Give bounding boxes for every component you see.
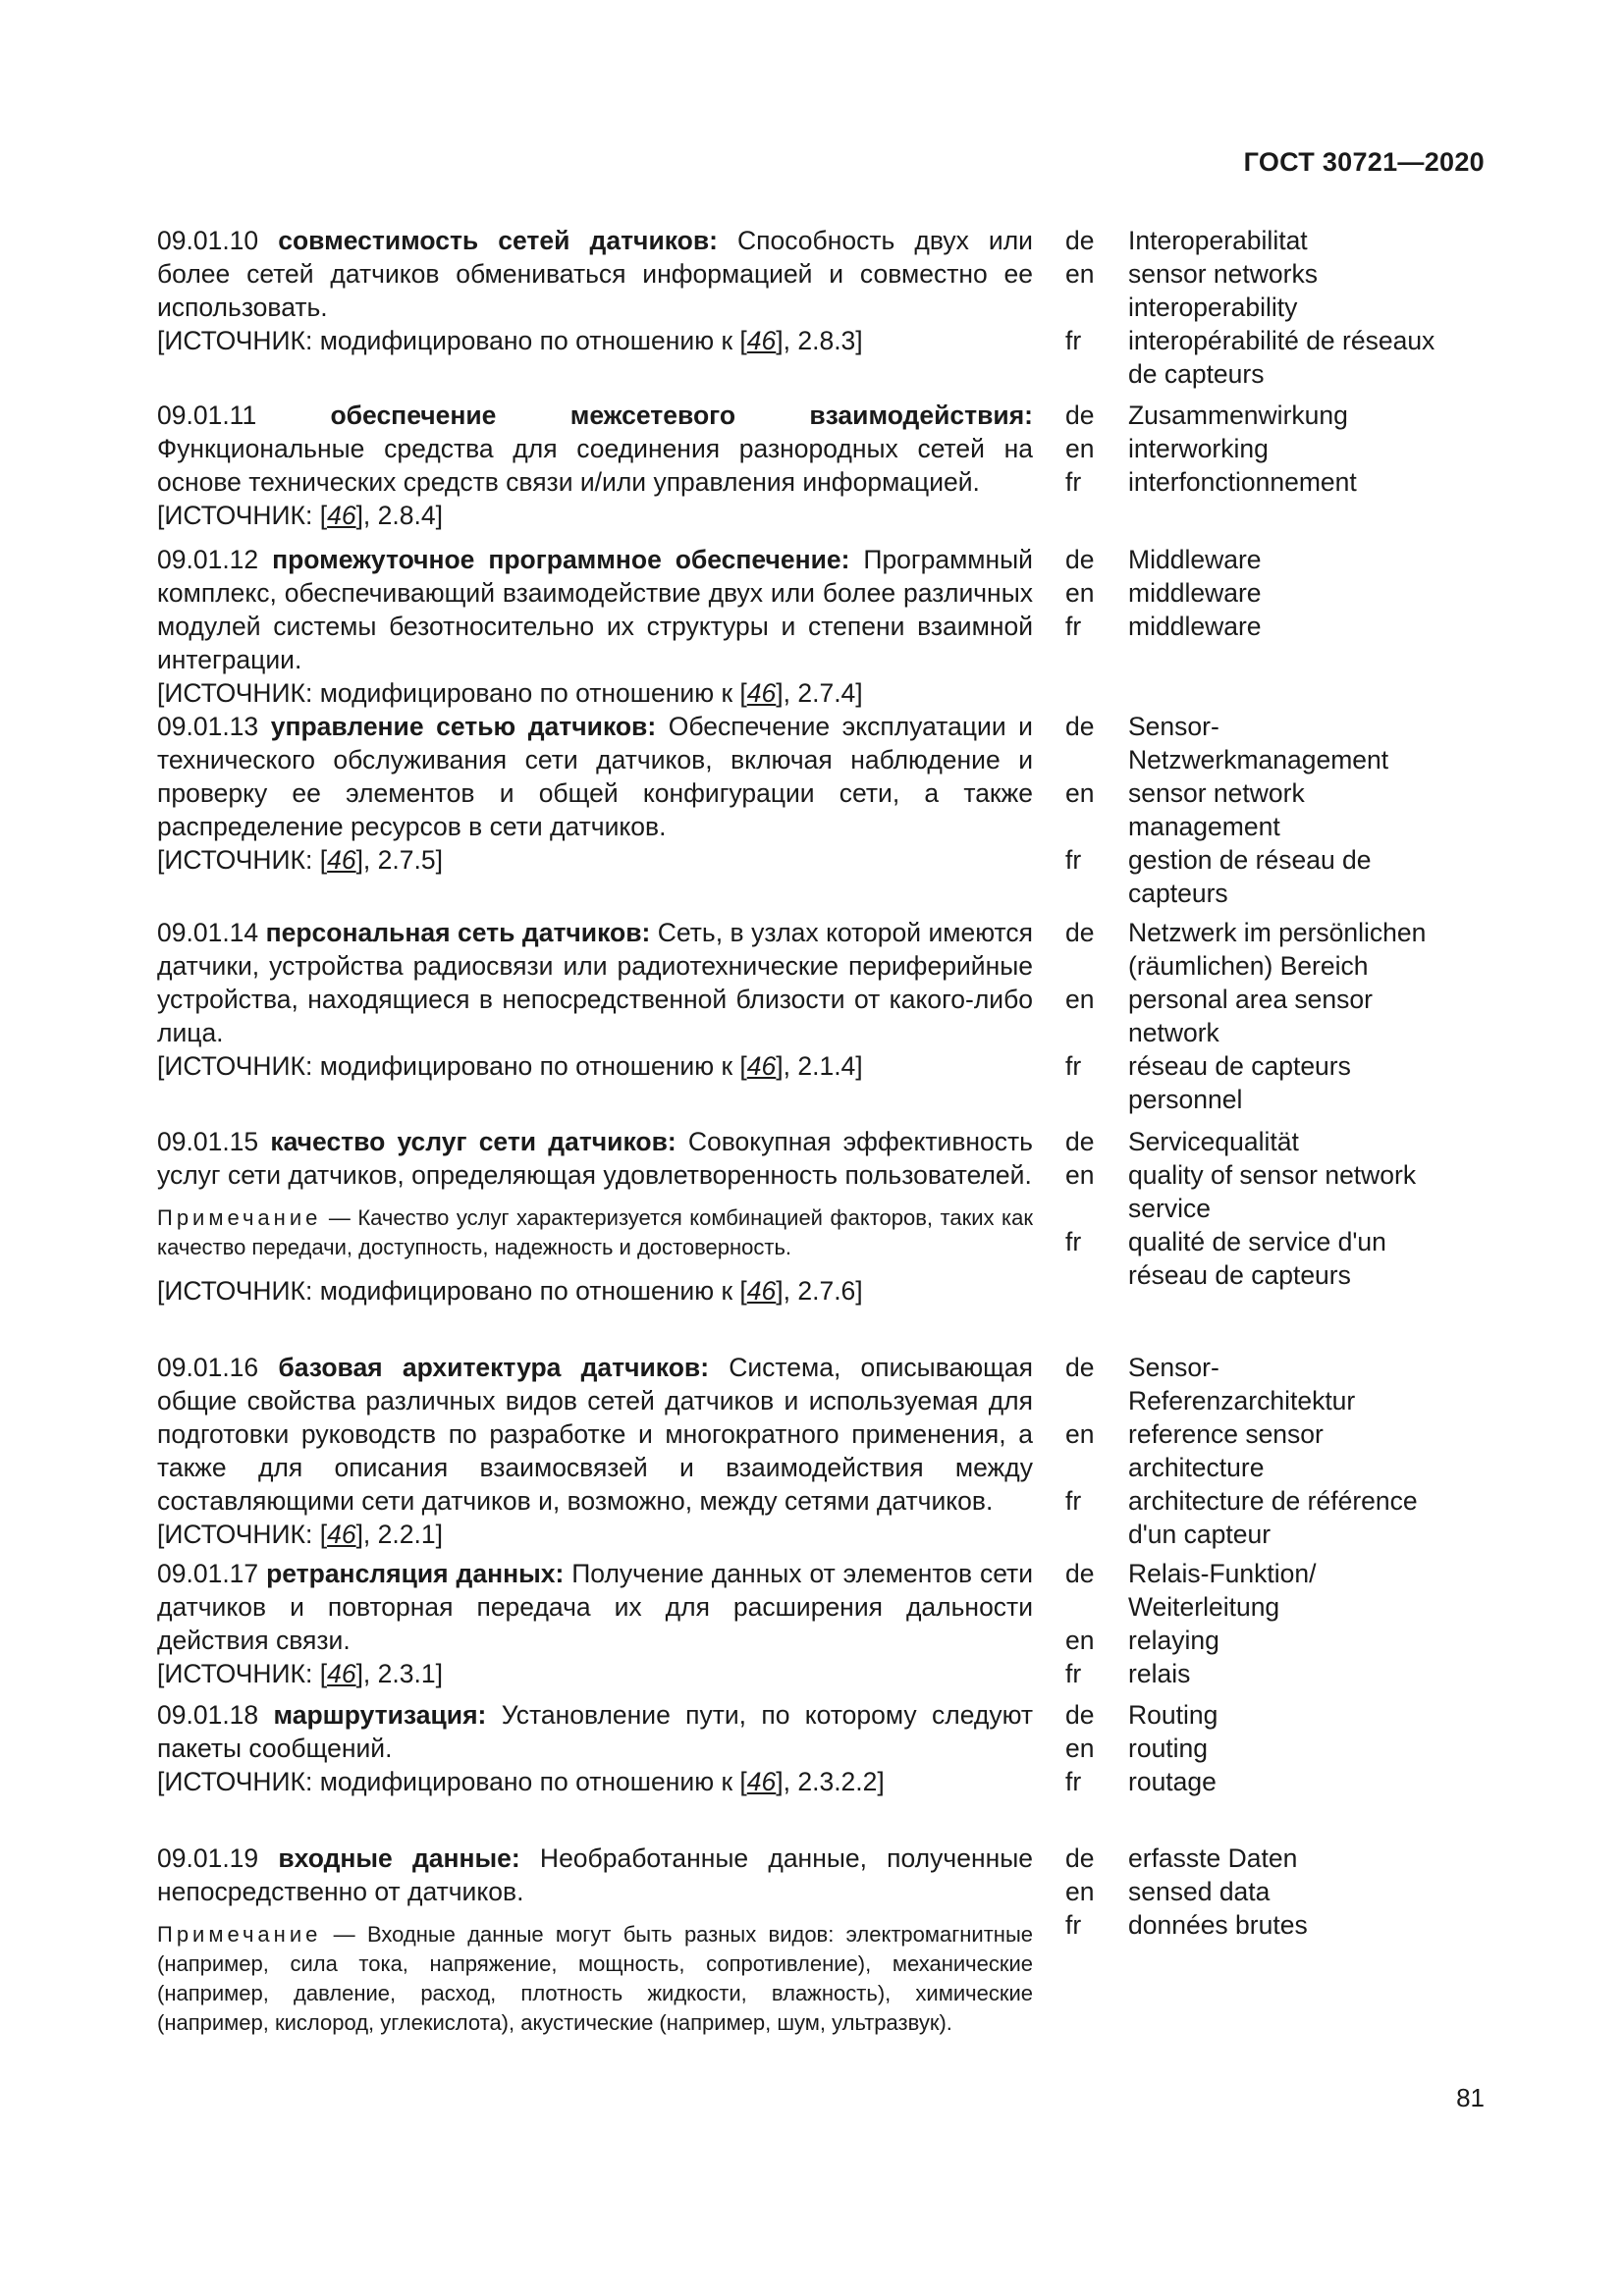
note-text: — Входные данные могут быть разных видов: электромагнитные (например, сила тока, напряжение, мощность, сопротивление), механические (например, давление, расход, плотность жидкости, влажность), химические (например, кислород, углекислота), акустические (например, шум, ультразвук). xyxy=(157,1922,1033,2035)
term-equivalents xyxy=(1065,1842,1438,1942)
equivalent-fr: fr middleware xyxy=(1065,612,1262,641)
equivalent-fr: fr architecture de référence d'un capteur xyxy=(1065,1486,1418,1549)
term-definition-block xyxy=(157,1698,1033,1798)
term-equivalents xyxy=(1065,916,1438,1116)
term-definition: Получение данных от элементов сети датчиков и повторная передача их для расширения дальности действия связи. xyxy=(157,1559,1033,1655)
term-source: [ИСТОЧНИК: [46], 2.7.5] xyxy=(157,845,443,875)
term-definition: Установление пути, по которому следуют пакеты сообщений. xyxy=(157,1700,1033,1763)
term-definition-block xyxy=(157,1842,1033,2050)
equivalent-en: en sensor networks interoperability xyxy=(1065,259,1318,322)
term-source: [ИСТОЧНИК: модифицировано по отношению к [46], 2.7.6] xyxy=(157,1276,863,1306)
term-source: [ИСТОЧНИК: модифицировано по отношению к [46], 2.1.4] xyxy=(157,1051,863,1081)
term-number: 09.01.19 xyxy=(157,1843,259,1873)
page-number: 81 xyxy=(1456,2083,1485,2112)
equivalent-fr: fr gestion de réseau de capteurs xyxy=(1065,845,1372,908)
term-definition: Функциональные средства для соединения разнородных сетей на основе технических средств связи и/или управления информацией. xyxy=(157,434,1033,497)
term-definition-block xyxy=(157,1125,1033,1308)
term-number: 09.01.13 xyxy=(157,712,259,741)
equivalent-de: de Netzwerk im persönlichen (räumlichen) Bereich xyxy=(1065,918,1427,981)
equivalent-en: en interworking xyxy=(1065,434,1269,463)
equivalent-en: en personal area sensor network xyxy=(1065,985,1373,1047)
term-definition-block xyxy=(157,224,1033,357)
equivalent-de: de Routing xyxy=(1065,1700,1218,1730)
term-definition-block xyxy=(157,543,1033,710)
equivalent-en: en sensor network management xyxy=(1065,778,1305,841)
bibliography-reference-link[interactable]: 46 xyxy=(327,845,356,875)
note-text: — Качество услуг характеризуется комбинацией факторов, таких как качество передачи, доступность, надежность и достоверность. xyxy=(157,1205,1033,1259)
bibliography-reference-link[interactable]: 46 xyxy=(746,1276,777,1306)
note-label: Примечание xyxy=(157,1205,322,1230)
equivalent-fr: fr données brutes xyxy=(1065,1910,1308,1940)
bibliography-reference-link[interactable]: 46 xyxy=(746,1767,777,1796)
term-title: ретрансляция данных: xyxy=(266,1559,565,1588)
term-number: 09.01.16 xyxy=(157,1353,259,1382)
bibliography-reference-link[interactable]: 46 xyxy=(327,1520,356,1549)
term-number: 09.01.12 xyxy=(157,545,259,574)
term-definition: Система, описывающая общие свойства различных видов сетей датчиков и используемая для подготовки руководств по разработке и многократного применения, а также для описания взаимосвязей и взаимодействия между составляющими сети датчиков и, возможно, между сетями датчиков. xyxy=(157,1353,1033,1516)
term-title: управление сетью датчиков: xyxy=(270,712,657,741)
term-title: персональная сеть датчиков: xyxy=(265,918,651,947)
term-source: [ИСТОЧНИК: [46], 2.8.4] xyxy=(157,501,443,530)
term-definition: Обеспечение эксплуатации и технического обслуживания сети датчиков, включая наблюдение и проверку ее элементов и общей конфигурации сети, а также распределение ресурсов в сети датчиков. xyxy=(157,712,1033,841)
term-number: 09.01.11 xyxy=(157,400,257,430)
term-title: маршрутизация: xyxy=(273,1700,487,1730)
term-number: 09.01.17 xyxy=(157,1559,259,1588)
equivalent-en: en routing xyxy=(1065,1734,1209,1763)
term-source: [ИСТОЧНИК: модифицировано по отношению к [46], 2.8.3] xyxy=(157,326,863,355)
term-definition-block xyxy=(157,1351,1033,1551)
term-source: [ИСТОЧНИК: [46], 2.3.1] xyxy=(157,1659,443,1688)
term-definition-block xyxy=(157,916,1033,1083)
equivalent-en: en reference sensor architecture xyxy=(1065,1419,1324,1482)
term-title: базовая архитектура датчиков: xyxy=(278,1353,710,1382)
term-equivalents xyxy=(1065,1125,1438,1292)
equivalent-en: en quality of sensor network service xyxy=(1065,1160,1417,1223)
equivalent-de: de Middleware xyxy=(1065,545,1262,574)
term-title: совместимость сетей датчиков: xyxy=(278,226,718,255)
term-title: качество услуг сети датчиков: xyxy=(270,1127,677,1156)
term-equivalents xyxy=(1065,1351,1438,1551)
equivalent-de: de Interoperabilitat xyxy=(1065,226,1308,255)
term-equivalents xyxy=(1065,1557,1438,1690)
term-title: промежуточное программное обеспечение: xyxy=(272,545,850,574)
equivalent-fr: fr réseau de capteurs personnel xyxy=(1065,1051,1351,1114)
equivalent-en: en middleware xyxy=(1065,578,1262,608)
term-number: 09.01.14 xyxy=(157,918,259,947)
term-definition: Способность двух или более сетей датчиков обмениваться информацией и совместно ее использовать. xyxy=(157,226,1033,322)
equivalent-de: de Sensor-Referenzarchitektur xyxy=(1065,1353,1356,1415)
term-equivalents xyxy=(1065,399,1438,499)
equivalent-fr: fr qualité de service d'un réseau de capteurs xyxy=(1065,1227,1386,1290)
term-equivalents xyxy=(1065,543,1438,643)
term-source: [ИСТОЧНИК: модифицировано по отношению к [46], 2.3.2.2] xyxy=(157,1767,885,1796)
equivalent-de: de Sensor-Netzwerkmanagement xyxy=(1065,712,1389,774)
term-definition-block xyxy=(157,399,1033,532)
bibliography-reference-link[interactable]: 46 xyxy=(327,501,356,530)
bibliography-reference-link[interactable]: 46 xyxy=(327,1659,356,1688)
note-label: Примечание xyxy=(157,1922,322,1947)
equivalent-fr: fr interfonctionnement xyxy=(1065,467,1357,497)
bibliography-reference-link[interactable]: 46 xyxy=(746,1051,777,1081)
term-note xyxy=(157,1920,1033,2038)
term-equivalents xyxy=(1065,224,1438,391)
term-definition: Необработанные данные, полученные непосредственно от датчиков. xyxy=(157,1843,1033,1906)
equivalent-de: de erfasste Daten xyxy=(1065,1843,1298,1873)
bibliography-reference-link[interactable]: 46 xyxy=(746,326,777,355)
term-number: 09.01.15 xyxy=(157,1127,259,1156)
equivalent-de: de Relais-Funktion/ Weiterleitung xyxy=(1065,1559,1317,1622)
term-definition: Сеть, в узлах которой имеются датчики, устройства радиосвязи или радиотехнические периферийные устройства, находящиеся в непосредственной близости от какого-либо лица. xyxy=(157,918,1033,1047)
term-number: 09.01.10 xyxy=(157,226,259,255)
equivalent-de: de Zusammenwirkung xyxy=(1065,400,1348,430)
equivalent-fr: fr interopérabilité de réseaux de capteurs xyxy=(1065,326,1435,389)
standard-header: ГОСТ 30721—2020 xyxy=(1243,147,1485,177)
term-definition-block xyxy=(157,1557,1033,1690)
term-source: [ИСТОЧНИК: [46], 2.2.1] xyxy=(157,1520,443,1549)
equivalent-en: en sensed data xyxy=(1065,1877,1271,1906)
term-equivalents xyxy=(1065,710,1438,910)
term-definition: Совокупная эффективность услуг сети датчиков, определяющая удовлетворенность пользователей. xyxy=(157,1127,1033,1190)
equivalent-en: en relaying xyxy=(1065,1626,1219,1655)
equivalent-de: de Servicequalität xyxy=(1065,1127,1299,1156)
term-title: обеспечение межсетевого взаимодействия: xyxy=(330,400,1033,430)
term-title: входные данные: xyxy=(278,1843,520,1873)
equivalent-fr: fr relais xyxy=(1065,1659,1191,1688)
term-definition: Программный комплекс, обеспечивающий взаимодействие двух или более различных модулей системы безотносительно их структуры и степени взаимной интеграции. xyxy=(157,545,1033,674)
term-equivalents xyxy=(1065,1698,1438,1798)
bibliography-reference-link[interactable]: 46 xyxy=(746,678,777,708)
term-source: [ИСТОЧНИК: модифицировано по отношению к [46], 2.7.4] xyxy=(157,678,863,708)
term-number: 09.01.18 xyxy=(157,1700,259,1730)
equivalent-fr: fr routage xyxy=(1065,1767,1217,1796)
term-note xyxy=(157,1203,1033,1262)
term-definition-block xyxy=(157,710,1033,877)
